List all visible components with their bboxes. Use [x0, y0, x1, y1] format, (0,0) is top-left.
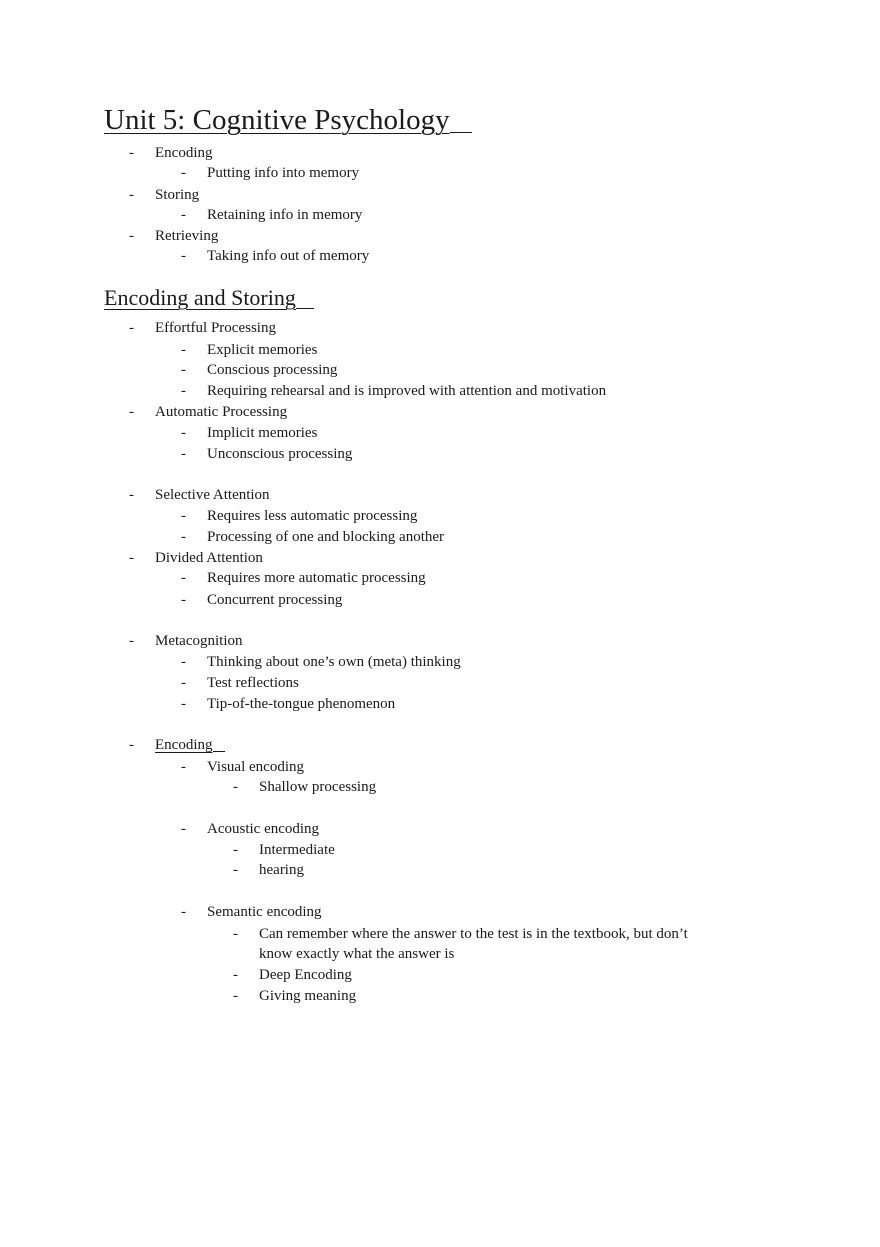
section-heading: Encoding and Storing [104, 287, 314, 309]
page-title: Unit 5: Cognitive Psychology [104, 106, 472, 135]
document-page: Unit 5: Cognitive Psychology - Encoding - Putting info into memory - Storing - Retaining info in memory - Retrieving - Taking info out of memory Encoding and Storing - Effortful Processing - Explicit memories - Conscious processing - Requiring rehearsal and is improved with attention and motivation - Automatic Processing - Implicit memories - Unconscious processing - Selective Attention - Requires less automatic processing - Processing of one and blocking another - Divided Attention - Requires more automatic processing - Concurrent processing - Metacognition - Thinking about one’s own (meta) thinking - Test reflections - Tip-of-the-tongue phenomenon - Encoding - Visual encoding - Shallow processing - Acoustic encoding - Intermediate - hearing - Semantic encoding - Can remember where the answer to the test is in the textbook, but don’t know exactly what the answer is - Deep Encoding - Giving meaning [104, 104, 688, 1004]
